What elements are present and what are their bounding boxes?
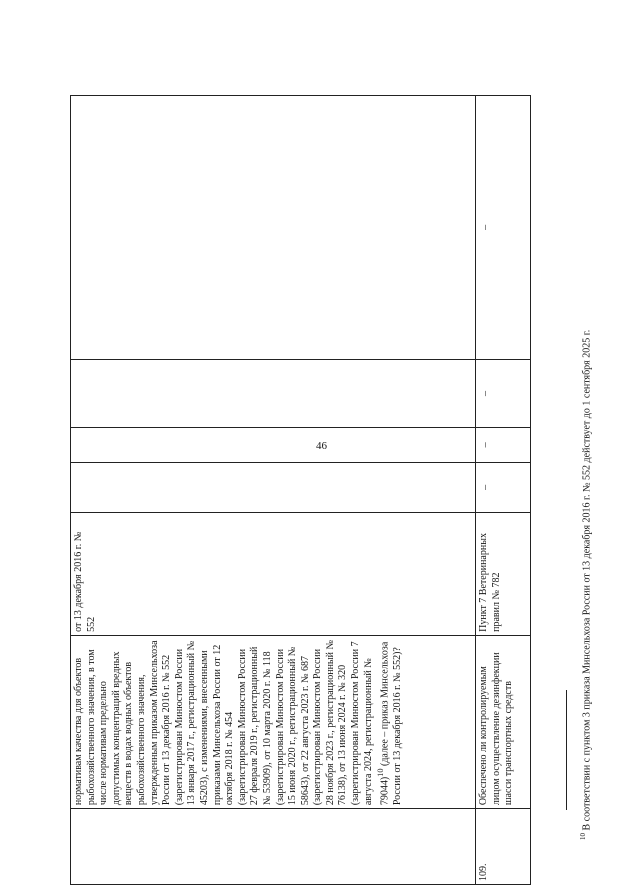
question-tail: (далее – приказ Минсельхоза России от 13 декабря 2016 г. № 552)? bbox=[379, 641, 404, 806]
question-body: Обеспечено ли контролируемым лицом осуществление дезинфекции шасси транспортных средств bbox=[478, 652, 515, 806]
footnote-ref: 10 bbox=[376, 768, 386, 777]
document-text: Пункт 7 Ветеринарных правил № 782 bbox=[478, 533, 502, 632]
no-value: – bbox=[480, 442, 491, 448]
note-value: – bbox=[480, 224, 491, 230]
question-text bbox=[73, 639, 405, 805]
question-body: нормативам качества для объектов рыбохозяйственного значения, в том числе нормативам предельно допустимых концентраций вредных веществ в водах водных объектов рыбохозяйственного значения, утвержденным приказом Минсельхоза России от 13 декабря 2016 г. № 552 (зарегистрирован Минюстом России 13 января 2017 г., регистрационный № 45203), с изменениями, внесенными приказами Минсельхоза России от 12 октября 2018 г. № 454 (зарегистрирован Минюстом России 27 февраля 2019 г., регистрационный № 53909), от 10 марта 2020 г. № 118 (зарегистрирован Минюстом России 15 июня 2020 г., регистрационный № 58643), от 22 августа 2023 г. № 687 (зарегистрирован Минюстом России 28 ноября 2023 г., регистрационный № 76138), от 13 июня 2024 г. № 320 (зарегистрирован Минюстом России 7 августа 2024, регистрационный № 79044) bbox=[73, 639, 391, 806]
row-number-cell bbox=[476, 809, 531, 885]
na-cell bbox=[71, 359, 476, 428]
na-cell bbox=[476, 359, 531, 428]
document-cell bbox=[476, 513, 531, 636]
footnote bbox=[577, 20, 593, 840]
note-cell bbox=[476, 96, 531, 360]
yes-cell bbox=[71, 462, 476, 513]
table-row bbox=[71, 96, 476, 885]
na-value: – bbox=[480, 390, 491, 396]
question-text bbox=[478, 639, 516, 805]
requirements-table bbox=[70, 95, 531, 885]
yes-value: – bbox=[480, 484, 491, 490]
no-cell bbox=[476, 428, 531, 462]
row-number: 109. bbox=[478, 863, 489, 881]
page-number: 46 bbox=[316, 440, 327, 452]
document-cell bbox=[71, 513, 476, 636]
document-text: от 13 декабря 2016 г. № 552 bbox=[73, 531, 97, 632]
footnote-text: В соответствии с пунктом 3 приказа Минсельхоза России от 13 декабря 2016 г. № 552 действует до 1 сентября 2025 г. bbox=[581, 329, 593, 833]
yes-cell bbox=[476, 462, 531, 513]
no-cell bbox=[71, 428, 476, 462]
footnote-marker: 10 bbox=[579, 833, 587, 840]
row-number-cell bbox=[71, 809, 476, 885]
question-cell bbox=[71, 635, 476, 808]
note-cell bbox=[71, 96, 476, 360]
question-cell bbox=[476, 635, 531, 808]
footnote-divider bbox=[566, 690, 567, 810]
requirements-table-page bbox=[70, 95, 530, 885]
table-row bbox=[476, 96, 531, 885]
